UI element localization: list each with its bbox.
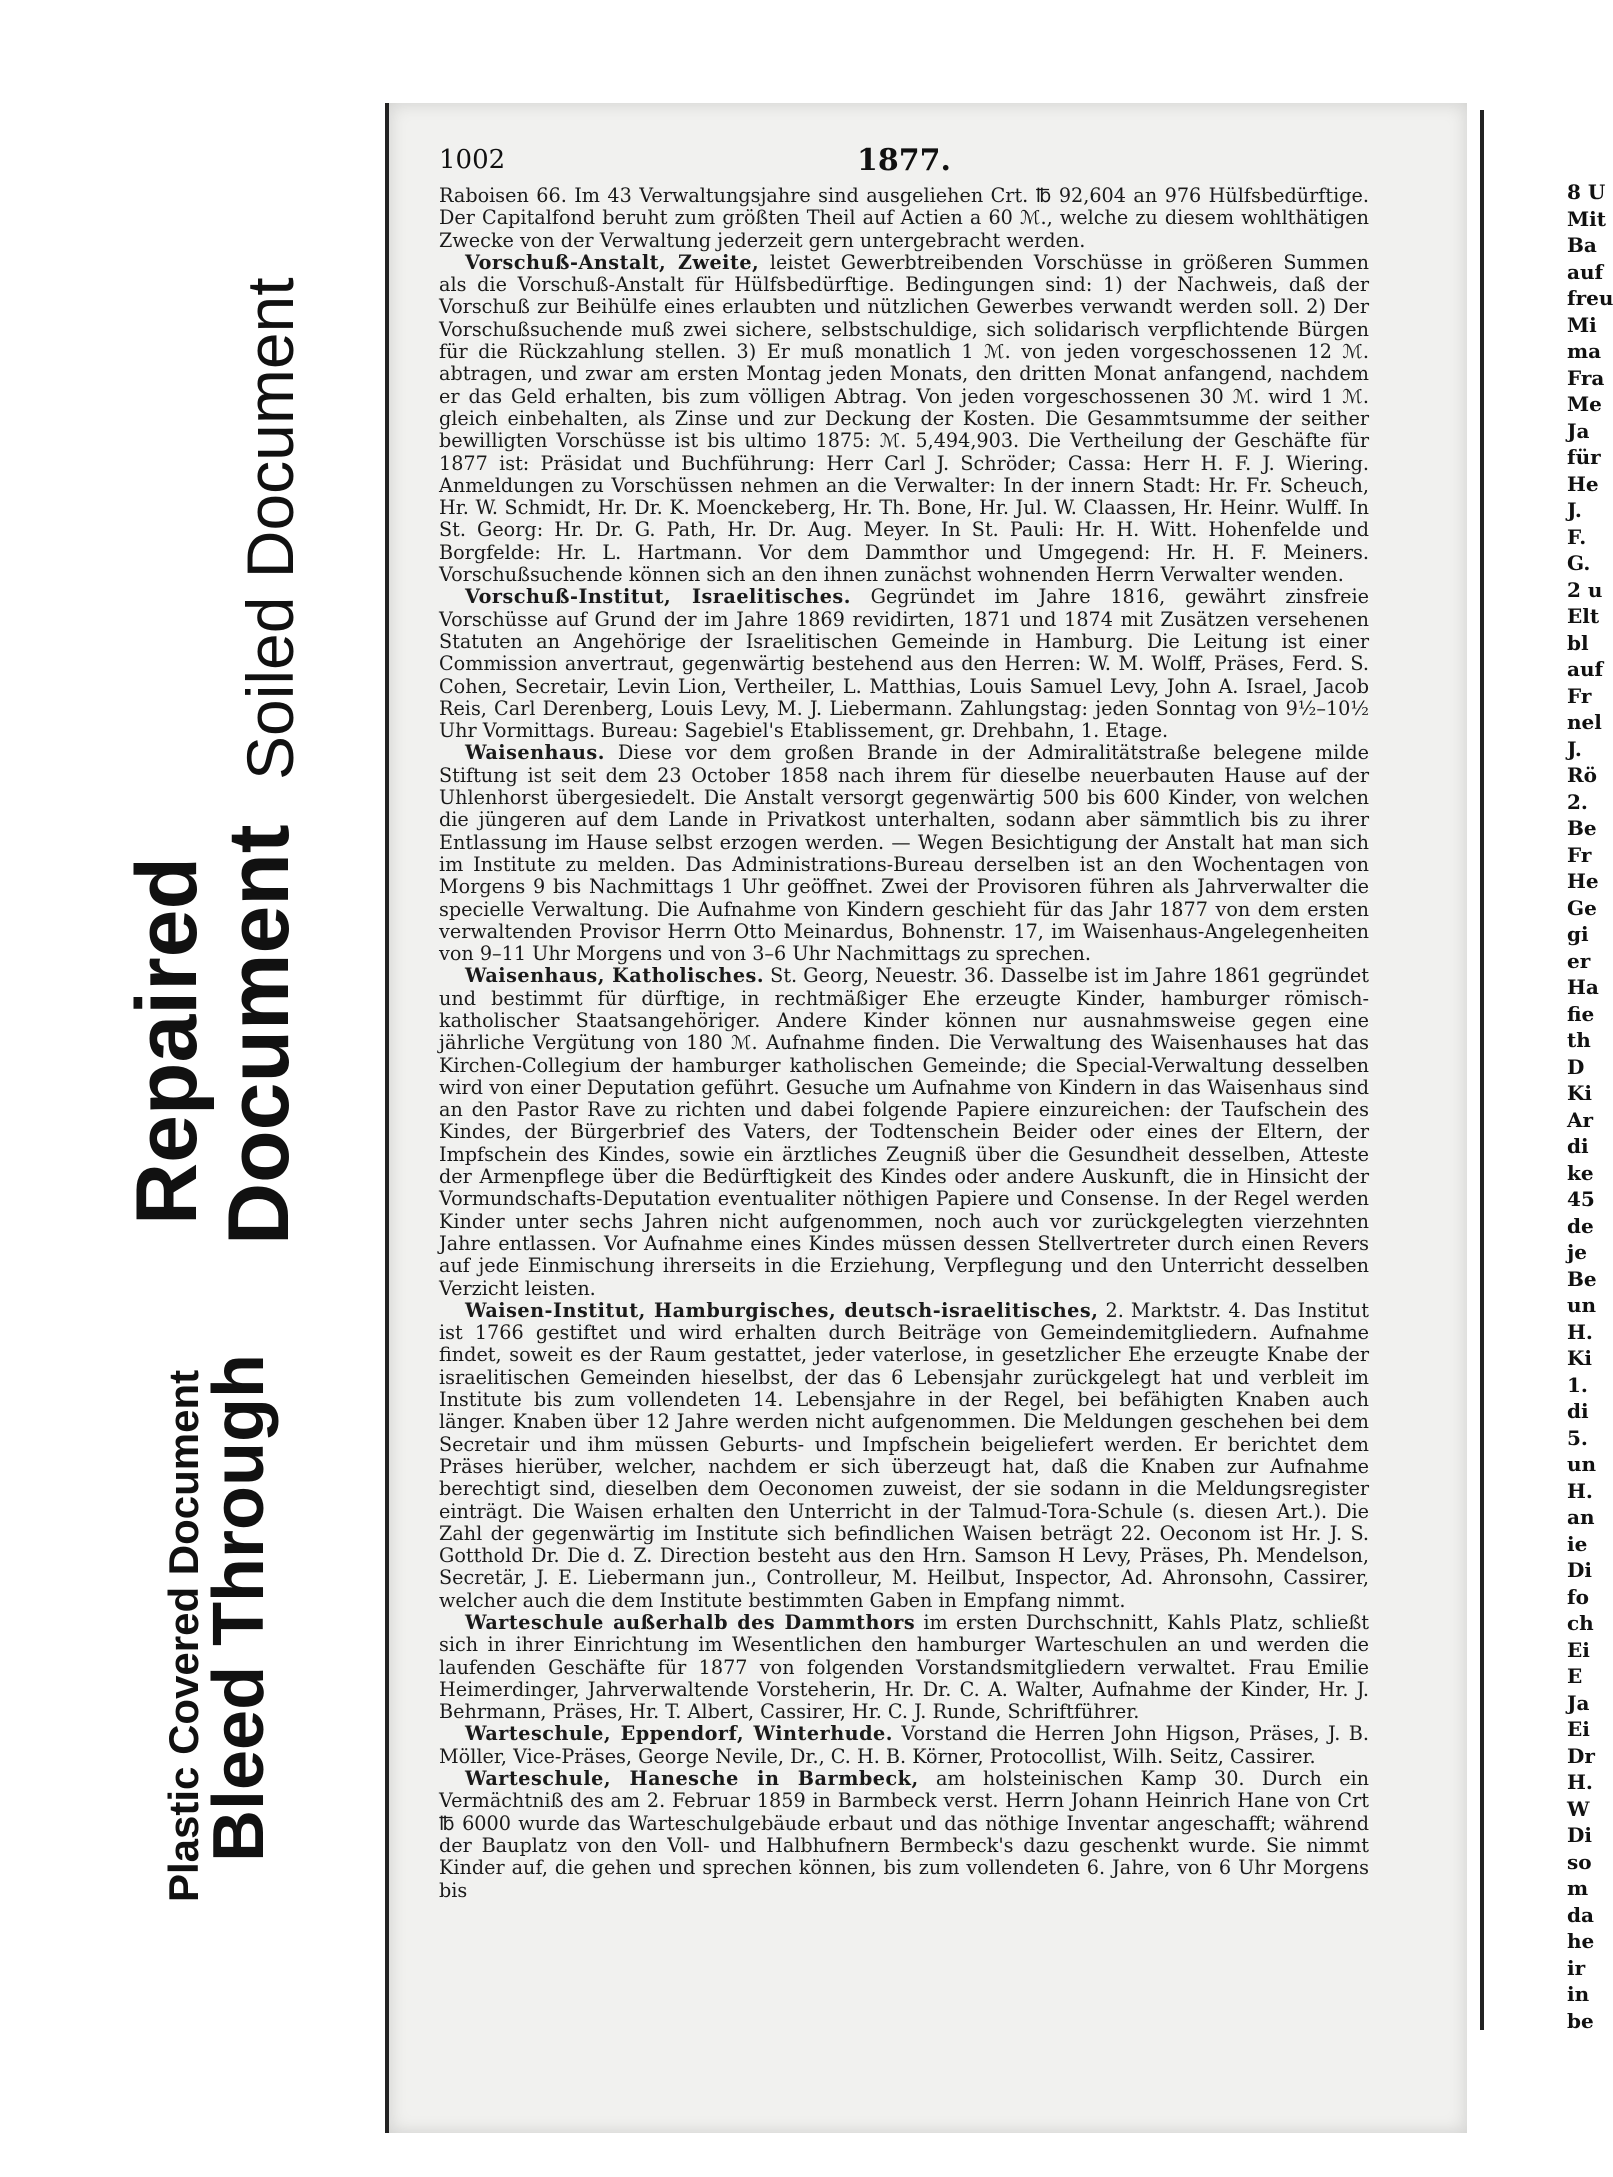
entry-title: Warteschule, Hanesche in Barmbeck,: [465, 1767, 919, 1791]
page-body: [439, 185, 1369, 1902]
neighbor-fragment: Ba: [1567, 233, 1597, 257]
neighbor-fragment: E: [1567, 1664, 1583, 1688]
neighbor-fragment: bl: [1567, 630, 1589, 655]
entry-text: am holsteinischen Kamp 30. Durch ein Vermächtniß des am 2. Februar 1859 in Barmbeck verst. Herrn Johann Heinrich Hane von Crt ℔ 6000 wurde das Warteschulgebäude erbaut und das nöthige Inventar angeschafft; während der Bauplatz von den Voll- und Halbhufnern Bermbeck's dazu geschenkt wurde. Sie nimmt Kinder auf, die gehen und sprechen können, bis zum vollendeten 6. Jahre, von 6 Uhr Morgens bis: [439, 1767, 1369, 1902]
neighbor-fragment: Elt: [1567, 604, 1600, 628]
neighbor-fragment: da: [1567, 1902, 1594, 1927]
neighbor-fragment: He: [1567, 471, 1599, 496]
neighbor-fragment: Mit: [1567, 206, 1606, 231]
neighbor-fragment: J.: [1567, 736, 1582, 761]
neighbor-fragment: Fr: [1567, 683, 1592, 708]
neighbor-fragment: He: [1567, 869, 1599, 893]
entry: [439, 1612, 1369, 1723]
neighbor-fragment: Me: [1567, 392, 1602, 416]
neighbor-fragment: Ei: [1567, 1717, 1590, 1741]
neighbor-fragment: 2 u: [1567, 577, 1603, 602]
entry-text: 2. Marktstr. 4. Das Institut ist 1766 gestiftet und wird erhalten durch Beiträge von Gemeindemitgliedern. Aufnahme findet, soweit es der Raum gestattet, jeder vaterlose, in gesetzlicher Ehe erzeugte Knabe der israelitischen Gemeinden hieselbst, der das 6 Lebensjahr zurückgelegt hat und verbleit im Institute bis zum vollendeten 14. Lebensjahre in der Regel, bei befähigten Knaben auch länger. Knaben über 12 Jahre werden nicht aufgenommen. Die Meldungen geschehen bei dem Secretair und ihm müssen Geburts- und Impfschein beigeliefert werden. Er berichtet dem Präses hierüber, welcher, nachdem er sich überzeugt hat, daß die Knaben zur Aufnahme berechtigt sind, dieselben dem Oeconomen zuweist, der sie sodann in die Meldungsregister einträgt. Die Waisen erhalten den Unterricht in der Talmud-Tora-Schule (s. diesen Art.). Die Zahl der gegenwärtig im Institute sich befindlichen Waisen beträgt 22. Oeconom ist Hr. J. S. Gotthold Dr. Die d. Z. Direction besteht aus den Hrn. Samson H Levy, Präses, Ph. Mendelson, Secretär, J. E. Liebermann jun., Controlleur, M. Heilbut, Inspector, Ad. Ahronsohn, Cassirer, welcher auch die dem Institute bestimmten Gaben in Empfang nimmt.: [439, 1298, 1369, 1612]
neighbor-fragment: je: [1567, 1240, 1587, 1264]
neighbor-fragment: di: [1567, 1399, 1589, 1423]
neighbor-fragment: so: [1567, 1849, 1592, 1874]
neighbor-fragment: auf: [1567, 657, 1604, 681]
scanned-page: [385, 103, 1467, 2133]
neighbor-fragment: Ja: [1567, 1690, 1590, 1715]
entry-text: Raboisen 66. Im 43 Verwaltungsjahre sind ausgeliehen Crt. ℔ 92,604 an 976 Hülfsbedürftige. Der Capitalfond beruht zum größten Theil auf Actien a 60 ℳ., welche zu diesem wohlthätigen Zwecke von der Verwaltung jederzeit gern untergebracht werden.: [439, 184, 1369, 252]
neighbor-fragment: auf: [1567, 259, 1604, 284]
neighbor-fragment: un: [1567, 1452, 1597, 1476]
neighbor-fragment: D: [1567, 1054, 1585, 1079]
neighbor-fragment: F.: [1567, 524, 1587, 549]
neighbor-fragment: Ei: [1567, 1637, 1590, 1662]
neighbor-fragment: in: [1567, 1982, 1590, 2006]
neighbor-fragment: freu: [1567, 286, 1613, 310]
neighbor-fragment: J.: [1567, 498, 1582, 522]
label-soiled-document: Soiled Document: [233, 277, 307, 780]
neighbor-fragment: gi: [1567, 922, 1589, 946]
neighbor-fragment: H.: [1567, 1319, 1593, 1344]
neighbor-fragment: Be: [1567, 816, 1597, 840]
neighbor-fragment: W: [1567, 1796, 1590, 1821]
neighbor-fragment: ir: [1567, 1955, 1586, 1980]
neighbor-fragment: er: [1567, 948, 1591, 973]
neighbor-fragment: ch: [1567, 1611, 1594, 1635]
entry: [439, 1300, 1369, 1612]
neighbor-fragment: Fra: [1567, 365, 1605, 390]
entry: [439, 965, 1369, 1299]
neighbor-fragment: 1.: [1567, 1372, 1588, 1397]
neighbor-fragment: nel: [1567, 710, 1602, 734]
neighbor-fragment: Ki: [1567, 1081, 1592, 1105]
neighbor-fragment: fie: [1567, 1001, 1595, 1026]
neighbor-fragment: H.: [1567, 1770, 1593, 1794]
neighbor-fragment: Rö: [1567, 763, 1597, 787]
neighbor-fragment: 8 U: [1567, 180, 1606, 204]
entry-text: St. Georg, Neuestr. 36. Dasselbe ist im Jahre 1861 gegründet und bestimmt für dürftige, in rechtmäßiger Ehe erzeugte Kinder, hamburger römisch-katholischer Staatsangehöriger. Andere Kinder können nur ausnahmsweise gegen eine jährliche Vergütung von 180 ℳ. Aufnahme finden. Die Verwaltung des Waisenhauses hat das Kirchen-Collegium der hamburger katholischen Gemeinde; die Special-Verwaltung desselben wird von einer Deputation geführt. Gesuche um Aufnahme von Kindern in das Waisenhaus sind an den Pastor Rave zu richten und dabei folgende Papiere einzureichen: der Taufschein des Kindes, der Bürgerbrief des Vaters, der Todtenschein Beider oder eines der Eltern, der Impfschein des Kindes, sowie ein ärztliches Zeugniß über die Gesundheit desselben, Atteste der Armenpflege über die Bedürftigkeit des Kindes oder andere Auskunft, die in Hinsicht der Vormundschafts-Deputation eventualiter nöthigen Papiere und Consense. In der Regel werden Kinder unter sechs Jahren nicht aufgenommen, noch auch vor zurückgelegten vierzehnten Jahre entlassen. Vor Aufnahme eines Kindes müssen dessen Stellvertreter durch einen Revers auf jede Einmischung ihrerseits in die Erziehung, Verpflegung und den Unterricht desselben Verzicht leisten.: [439, 964, 1369, 1300]
neighbor-fragment: th: [1567, 1028, 1591, 1052]
page-gutter-rule: [1480, 110, 1484, 2030]
entry-title: Warteschule, Eppendorf, Winterhude.: [465, 1722, 893, 1746]
neighbor-fragment: ke: [1567, 1160, 1594, 1185]
entry-text: im ersten Durchschnitt, Kahls Platz, schließt sich in ihrer Einrichtung im Wesentlichen den hamburger Warteschulen an und werden die laufenden Geschäfte für 1877 von folgenden Vorstandsmitgliedern verwaltet. Frau Emilie Heimerdinger, Jahrverwaltende Vorsteherin, Hr. Dr. C. A. Walter, Aufnahme der Kinder, Hr. J. Behrmann, Präses, Hr. T. Albert, Cassirer, Hr. C. J. Runde, Schriftführer.: [439, 1611, 1369, 1724]
neighbor-fragment: an: [1567, 1505, 1595, 1529]
neighbor-fragment: 2.: [1567, 789, 1588, 814]
neighbor-fragment: Di: [1567, 1558, 1592, 1582]
annotation-labels: [0, 0, 340, 2177]
neighbor-fragment: be: [1567, 2008, 1594, 2033]
neighbor-fragment: für: [1567, 445, 1601, 469]
entry-text: Vorstand die Herren John Higson, Präses, J. B. Möller, Vice-Präses, George Nevile, Dr., C. H. B. Körner, Protocollist, Wilh. Seitz, Cassirer.: [439, 1722, 1369, 1768]
neighbor-fragment: Ha: [1567, 975, 1599, 999]
label-plastic-covered-document: Plastic Covered Document: [160, 1369, 207, 1902]
page-header: [439, 145, 1369, 185]
page-number: 1002: [439, 145, 506, 175]
entry-title: Warteschule außerhalb des Dammthors: [465, 1611, 916, 1634]
entry-title: Waisenhaus, Katholisches.: [465, 964, 765, 988]
neighbor-fragment: Fr: [1567, 842, 1592, 867]
label-repaired: Repaired: [119, 856, 215, 1225]
neighbor-fragment: Di: [1567, 1823, 1592, 1847]
entry-title: Vorschuß-Anstalt, Zweite,: [465, 250, 760, 274]
entry-text: Gegründet im Jahre 1816, gewährt zinsfreie Vorschüsse auf Grund der im Jahre 1869 revidirten, 1871 und 1874 mit Zusätzen versehenen Statuten an Angehörige der Israelitischen Gemeinde in Hamburg. Die Leitung ist einer Commission anvertraut, gegenwärtig bestehend aus den Herren: W. M. Wolff, Präses, Ferd. S. Cohen, Secretair, Levin Lion, Vertheiler, L. Matthias, Louis Samuel Levy, John A. Israel, Jacob Reis, Carl Derenberg, Louis Levy, M. J. Liebermann. Zahlungstag: jeden Sonntag von 9½–10½ Uhr Vormittags. Bureau: Sagebiel's Etablissement, gr. Drehbahn, 1. Etage.: [439, 585, 1369, 743]
entry-title: Waisen-Institut, Hamburgisches, deutsch-israelitisches,: [465, 1298, 1099, 1322]
neighbor-fragment: Ge: [1567, 895, 1597, 920]
label-repaired-document: Document: [211, 824, 307, 1245]
neighbor-fragment: fo: [1567, 1584, 1589, 1609]
entry: [439, 1723, 1369, 1768]
neighbor-page-fragment: [1545, 0, 1613, 2177]
entry-title: Vorschuß-Institut, Israelitisches.: [465, 585, 851, 609]
entry: [439, 1768, 1369, 1902]
entry: [439, 185, 1369, 252]
neighbor-fragment: di: [1567, 1134, 1589, 1158]
neighbor-fragment: ma: [1567, 339, 1602, 363]
entry-text: leistet Gewerbtreibenden Vorschüsse in größeren Summen als die Vorschuß-Anstalt für Hülfsbedürftige. Bedingungen sind: 1) der Nachweis, daß der Vorschuß zur Beihülfe eines erlaubten und nützlichen Gewerbes verwandt werden soll. 2) Der Vorschußsuchende muß zwei sichere, selbstschuldige, sich solidarisch verpflichtende Bürgen für die Rückzahlung stellen. 3) Er muß monatlich 1 ℳ. von jeden vorgeschossenen 12 ℳ. abtragen, und zwar am ersten Montag jeden Monats, den dritten Monat anfangend, nachdem er das Geld erhalten, bis zum völligen Abtrag. Von jeden vorgeschossenen 30 ℳ. wird 1 ℳ. gleich einbehalten, als Zinse und zur Deckung der Kosten. Die Gesammtsumme der seither bewilligten Vorschüsse ist bis ultimo 1875: ℳ. 5,494,903. Die Vertheilung der Geschäfte für 1877 ist: Präsidat und Buchführung: Herr Carl J. Schröder; Cassa: Herr H. F. J. Wiering. Anmeldungen zu Vorschüssen nehmen an die Verwalter: In der innern Stadt: Hr. Fr. Scheuch, Hr. W. Schmidt, Hr. Dr. K. Moenckeberg, Hr. Th. Bone, Hr. Jul. W. Claassen, Hr. Heinr. Wulff. In St. Georg: Hr. Dr. G. Path, Hr. Dr. Aug. Meyer. In St. Pauli: Hr. H. Witt. Hohenfelde und Borgfelde: Hr. L. Hartmann. Vor dem Dammthor und Umgegend: Hr. H. F. Meiners. Vorschußsuchende können sich an den ihnen zunächst wohnenden Herrn Verwalter wenden.: [439, 250, 1369, 587]
entry: [439, 742, 1369, 965]
entry-text: Diese vor dem großen Brande in der Admiralitätstraße belegene milde Stiftung ist seit dem 23 October 1858 nach ihrem für dieselbe neuerbauten Hause auf der Uhlenhorst übergesiedelt. Die Anstalt versorgt gegenwärtig 500 bis 600 Kinder, von welchen die jüngeren auf dem Lande in Privatkost unterhalten, sodann aber sämmtlich bis zu ihrer Entlassung im Hause selbst erzogen werden. — Wegen Besichtigung der Anstalt hat man sich im Institute zu melden. Das Administrations-Bureau derselben ist an den Wochentagen von Morgens 9 bis Nachmittags 1 Uhr geöffnet. Zwei der Provisoren führen als Jahrverwalter die specielle Verwaltung. Die Aufnahme von Kindern geschieht für das Jahr 1877 von dem ersten verwaltenden Provisor Herrn Otto Meinardus, Bohnenstr. 17, im Waisenhaus-Angelegenheiten von 9–11 Uhr Morgens und von 3–6 Uhr Nachmittags zu sprechen.: [439, 741, 1369, 966]
neighbor-fragment: m: [1567, 1876, 1589, 1900]
label-bleed-through: Bleed Through: [199, 1354, 279, 1862]
neighbor-fragment: he: [1567, 1929, 1595, 1953]
neighbor-fragment: un: [1567, 1293, 1597, 1317]
neighbor-fragment: 5.: [1567, 1425, 1588, 1450]
entry: [439, 252, 1369, 586]
neighbor-fragment: 45: [1567, 1187, 1595, 1211]
entry: [439, 586, 1369, 742]
neighbor-fragment: Dr: [1567, 1743, 1595, 1768]
neighbor-fragment: Mi: [1567, 312, 1597, 337]
neighbor-fragment: Be: [1567, 1266, 1597, 1291]
neighbor-fragment: Ja: [1567, 418, 1590, 443]
neighbor-fragment: de: [1567, 1213, 1594, 1238]
neighbor-fragment: ie: [1567, 1531, 1588, 1556]
entry-title: Waisenhaus.: [465, 741, 605, 765]
page-year: 1877.: [857, 143, 951, 178]
neighbor-fragment: G.: [1567, 551, 1591, 575]
neighbor-fragment: Ki: [1567, 1346, 1592, 1370]
neighbor-fragment: Ar: [1567, 1107, 1594, 1132]
neighbor-fragment: H.: [1567, 1478, 1593, 1503]
